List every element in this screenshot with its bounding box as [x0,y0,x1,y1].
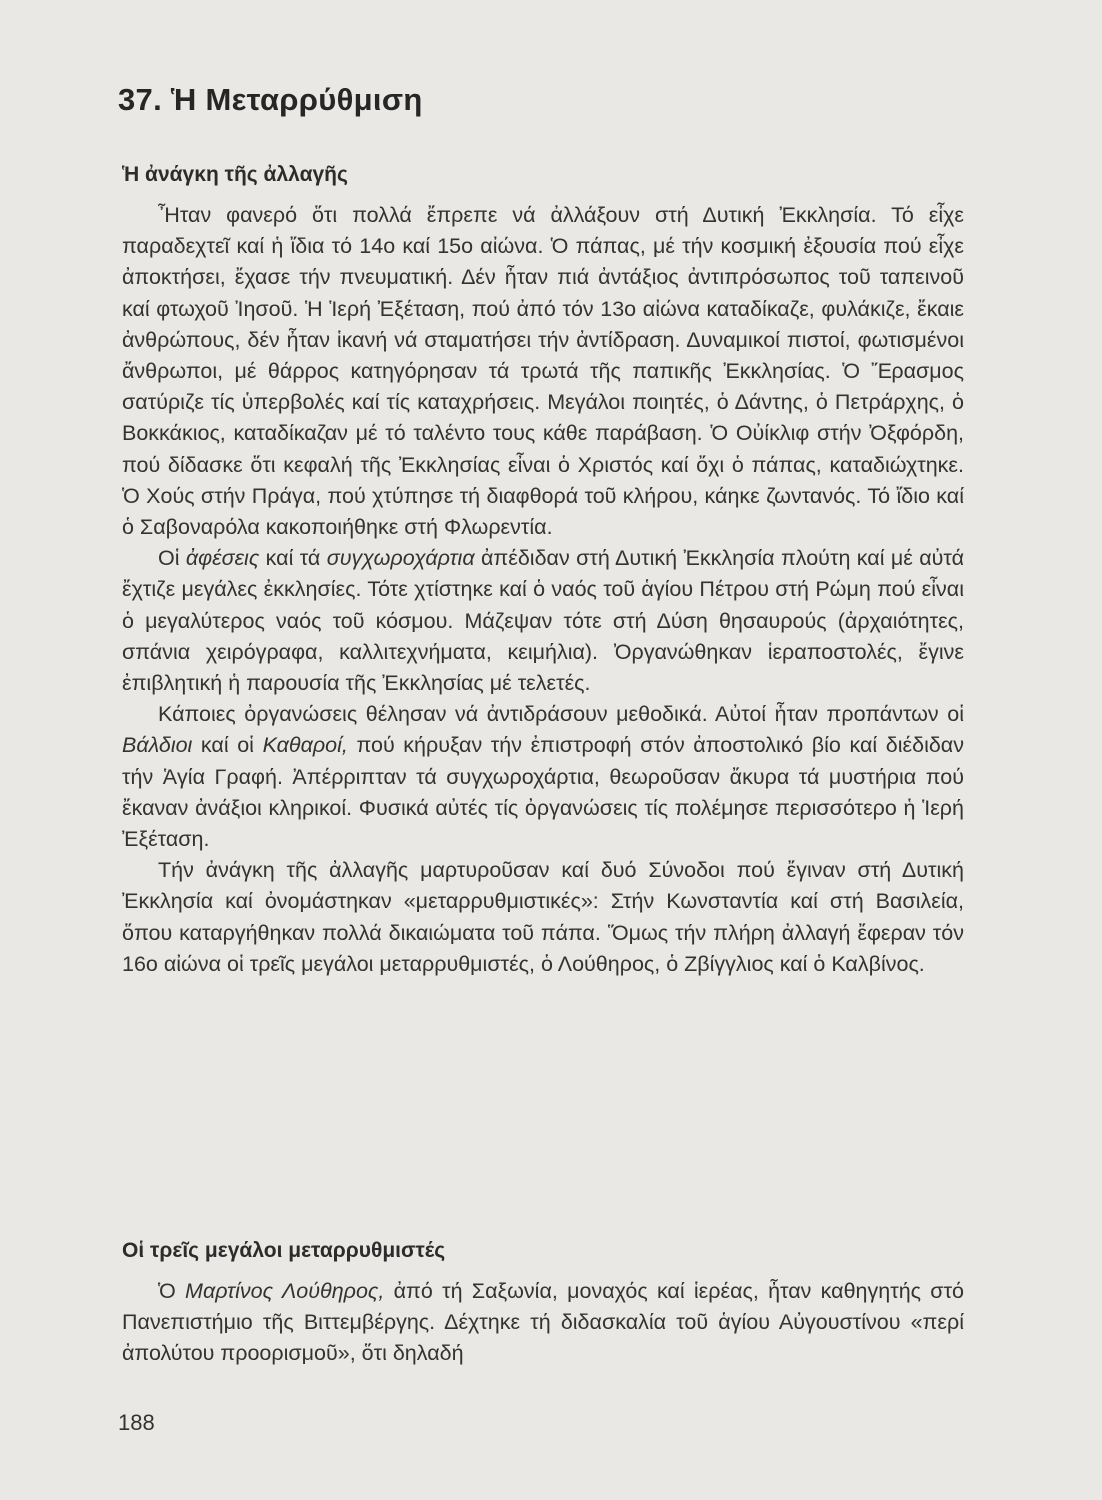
section-three-reformers [122,1236,964,1370]
section-heading: Ἡ ἀνάγκη τῆς ἀλλαγῆς [122,163,348,186]
text-run: Ὁ [158,1279,186,1303]
italic-term: Μαρτίνος Λούθηρος, [185,1279,385,1303]
section-heading: Οἱ τρεῖς μεγάλοι μεταρρυθμιστές [122,1239,446,1262]
text-run: πού κήρυξαν τήν ἐπιστροφή στόν ἀποστολικό βίο καί διέδιδαν τήν Ἁγία Γραφή. Ἀπέρριπταν τά συγχωροχάρτια, θεωροῦσαν ἄκυρα τά μυστήρια πού ἔκαναν ἀνάξιοι κληρικοί. Φυσικά αὐτές τίς ὀργανώσεις τίς πολέμησε περισσότερο ἡ Ἱερή Ἐξέταση. [122,733,964,852]
paragraph [122,543,964,699]
chapter-title: 37. Ἡ Μεταρρύθμιση [118,82,423,117]
italic-term: Βάλδιοι [122,733,193,758]
text-run: ἀπέδιδαν στή Δυτική Ἐκκλησία πλούτη καί μέ αὐτά ἔχτιζε μεγάλες ἐκκλησίες. Τότε χτίστηκε καί ὁ ναός τοῦ ἁγίου Πέτρου στή Ρώμη πού εἶναι ὁ μεγαλύτερος ναός τοῦ κόσμου. Μάζεψαν τότε στή Δύση θησαυρούς (ἀρχαιότητες, σπάνια χειρόγραφα, καλλιτεχνήματα, κειμήλια). Ὀργανώθηκαν ἱεραποστολές, ἔγινε ἐπιβλητική ἡ παρουσία τῆς Ἐκκλησίας μέ τελετές. [122,546,964,696]
paragraph [122,1276,964,1370]
paragraph [122,699,964,855]
page-number: 188 [118,1410,155,1435]
text-run: Κάποιες ὀργανώσεις θέλησαν νά ἀντιδράσουν μεθοδικά. Αὐτοί ἦταν προπάντων οἱ [158,702,964,727]
text-run: καί οἱ [192,733,263,758]
italic-term: Καθαροί, [262,733,348,758]
text-run: Οἱ [158,546,186,571]
paragraph: Τήν ἀνάγκη τῆς ἀλλαγῆς μαρτυροῦσαν καί δυό Σύνοδοι πού ἔγιναν στή Δυτική Ἐκκλησία καί ὀνομάστηκαν «μεταρρυθμιστικές»: Στήν Κωνσταντία καί στή Βασιλεία, ὅπου καταργήθηκαν πολλά δικαιώματα τοῦ πάπα. Ὅμως τήν πλήρη ἀλλαγή ἔφεραν τόν 16ο αἰώνα οἱ τρεῖς μεγάλοι μεταρρυθμιστές, ὁ Λούθηρος, ὁ Ζβίγγλιος καί ὁ Καλβίνος. [122,858,964,976]
section-need-for-change [122,160,964,980]
text-run: καί τά [259,546,327,571]
paragraph: Ἦταν φανερό ὅτι πολλά ἔπρεπε νά ἀλλάξουν στή Δυτική Ἐκκλησία. Τό εἶχε παραδεχτεῖ καί ἡ ἴδια τό 14ο καί 15ο αἰώνα. Ὁ πάπας, μέ τήν κοσμική ἐξουσία πού εἶχε ἀποκτήσει, ἔχασε τήν πνευματική. Δέν ἦταν πιά ἀντάξιος ἀντιπρόσωπος τοῦ ταπεινοῦ καί φτωχοῦ Ἰησοῦ. Ἡ Ἱερή Ἐξέταση, πού ἀπό τόν 13ο αἰώνα καταδίκαζε, φυλάκιζε, ἔκαιε ἀνθρώπους, δέν ἦταν ἱκανή νά σταματήσει τήν ἀντίδραση. Δυναμικοί πιστοί, φωτισμένοι ἄνθρωποι, μέ θάρρος κατηγόρησαν τά τρωτά τῆς παπικῆς Ἐκκλησίας. Ὁ Ἔρασμος σατύριζε τίς ὑπερβολές καί τίς καταχρήσεις. Μεγάλοι ποιητές, ὁ Δάντης, ὁ Πετράρχης, ὁ Βοκκάκιος, καταδίκαζαν μέ τό ταλέντο τους κάθε παράβαση. Ὁ Οὐίκλιφ στήν Ὀξφόρδη, πού δίδασκε ὅτι κεφαλή τῆς Ἐκκλησίας εἶναι ὁ Χριστός καί ὄχι ὁ πάπας, καταδιώχτηκε. Ὁ Χούς στήν Πράγα, πού χτύπησε τή διαφθορά τοῦ κλήρου, κάηκε ζωντανός. Τό ἴδιο καί ὁ Σαβοναρόλα κακοποιήθηκε στή Φλωρεντία. [122,203,964,540]
italic-term: ἀφέσεις [185,546,260,571]
italic-term: συγχωροχάρτια [326,546,475,571]
text-run: ἀπό τή Σαξωνία, μοναχός καί ἱερέας, ἦταν καθηγητής στό Πανεπιστήμιο τῆς Βιττεμβέργης. Δέχτηκε τή διδασκαλία τοῦ ἁγίου Αὐγουστίνου «περί ἀπολύτου προορισμοῦ», ὅτι δηλαδή [122,1279,965,1366]
